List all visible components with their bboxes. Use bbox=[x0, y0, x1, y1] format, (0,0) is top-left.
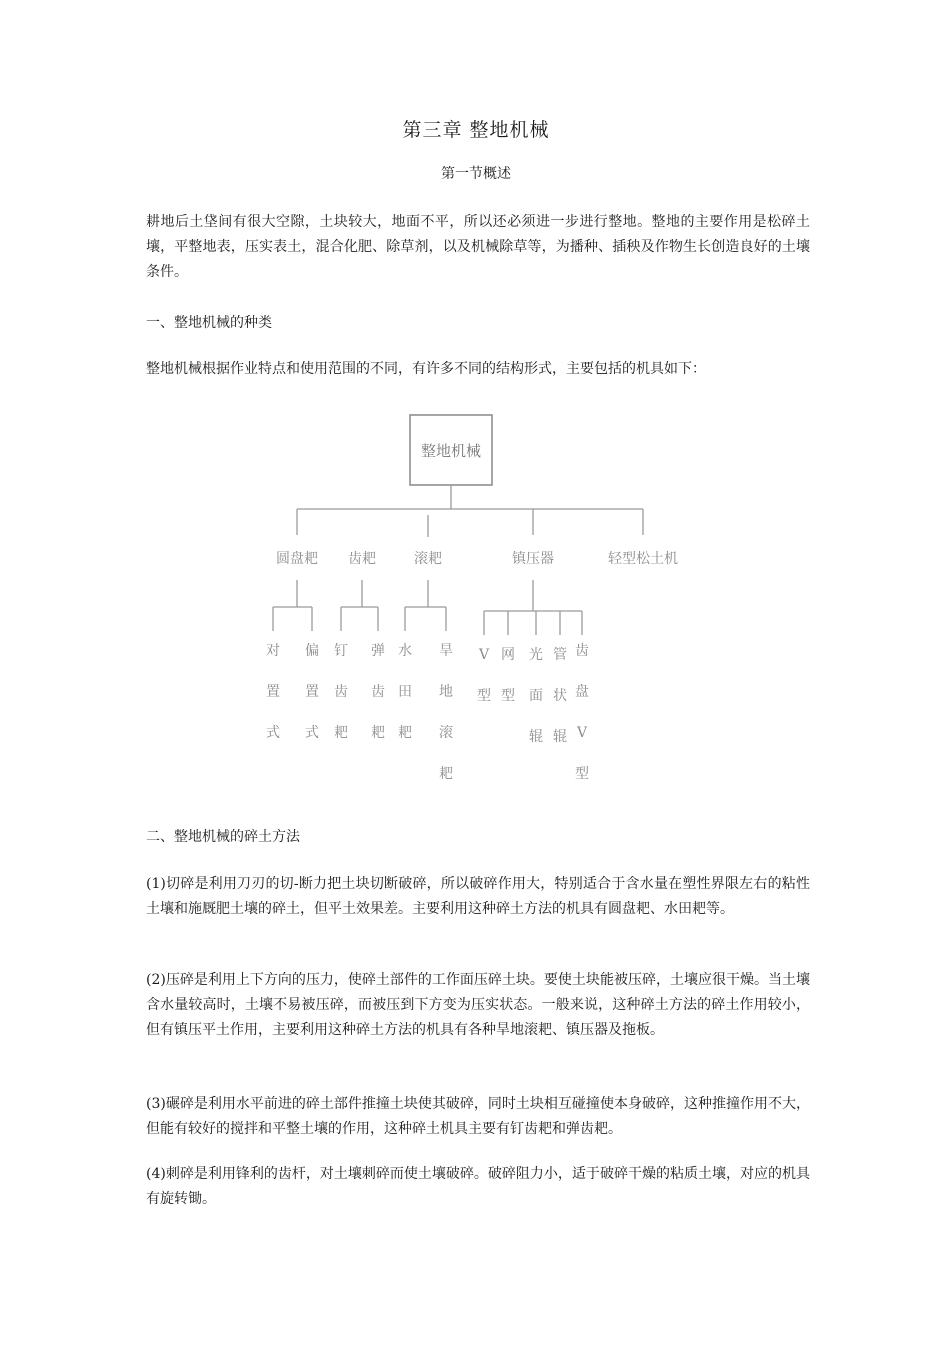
tree-diagram-svg bbox=[240, 405, 700, 800]
tree-leaf-dryland-roller-harrow: 旱地滚耙 bbox=[439, 643, 453, 782]
tree-leaf-paddy-harrow: 水田耙 bbox=[398, 643, 412, 741]
heading-methods: 二、整地机械的碎土方法 bbox=[146, 829, 300, 845]
types-intro-paragraph: 整地机械根据作业特点和使用范围的不同，有许多不同的结构形式，主要包括的机具如下： bbox=[146, 361, 706, 377]
tree-leaf-v-type: V 型 bbox=[477, 647, 491, 704]
chapter-title: 第三章 整地机械 bbox=[402, 119, 550, 141]
method-paragraph-piercing: (4)刺碎是利用锋利的齿杆，对土壤刺碎而使土壤破碎。破碎阻力小，适于破碎干燥的粘质土壤，对应的机具有旋转锄。 bbox=[146, 1166, 810, 1207]
method-paragraph-crushing: (3)碾碎是利用水平前进的碎土部件推撞土块使其破碎，同时土块相互碰撞使本身破碎，这种推撞作用不大，但能有较好的搅拌和平整土壤的作用，这种碎土机具主要有钉齿耙和弹齿耙。 bbox=[146, 1096, 810, 1137]
section-title: 第一节概述 bbox=[441, 166, 511, 182]
tree-branch-disc-harrow: 圆盘耙 bbox=[276, 551, 318, 567]
tree-branch-roller-compactor: 镇压器 bbox=[512, 551, 554, 567]
tree-leaf-smooth-roller: 光面辊 bbox=[529, 647, 543, 745]
intro-paragraph: 耕地后土垡间有很大空隙，土块较大，地面不平，所以还必须进一步进行整地。整地的主要作用是松碎土壤，平整地表，压实表土，混合化肥、除草剂，以及机械除草等，为播种、插秧及作物生长创造良好的土壤条件。 bbox=[146, 214, 810, 280]
tree-root-label: 整地机械 bbox=[420, 442, 482, 460]
tree-leaf-spring-tooth-harrow: 弹齿耙 bbox=[371, 643, 385, 741]
tree-leaf-toothed-disc-v-type: 齿盘 V 型 bbox=[575, 643, 589, 782]
machinery-classification-diagram bbox=[240, 405, 700, 800]
method-paragraph-cutting: (1)切碎是利用刀刃的切-断力把土块切断破碎，所以破碎作用大，特别适合于含水量在塑性界限左右的粘性土壤和施厩肥土壤的碎土，但平土效果差。主要利用这种碎土方法的机具有圆盘耙、水田耙等。 bbox=[146, 876, 810, 917]
tree-leaf-offset-type: 偏置式 bbox=[305, 643, 319, 741]
tree-leaf-mesh-type: 网型 bbox=[501, 647, 515, 704]
tree-leaf-tubular-roller: 管状辊 bbox=[553, 647, 567, 745]
tree-leaf-spike-tooth-harrow: 钉齿耙 bbox=[334, 643, 348, 741]
tree-branch-roller-harrow: 滚耙 bbox=[414, 551, 442, 567]
tree-branch-tooth-harrow: 齿耙 bbox=[348, 551, 376, 567]
tree-leaf-opposed-type: 对置式 bbox=[266, 643, 280, 741]
tree-branch-light-cultivator: 轻型松土机 bbox=[608, 551, 678, 567]
method-paragraph-pressing: (2)压碎是利用上下方向的压力，使碎土部件的工作面压碎土块。要使土块能被压碎，土壤应很干燥。当土壤含水量较高时，土壤不易被压碎，而被压到下方变为压实状态。一般来说，这种碎土方法的碎土作用较小，但有镇压平土作用，主要利用这种碎土方法的机具有各种旱地滚耙、镇压器及拖板。 bbox=[146, 972, 810, 1038]
heading-types: 一、整地机械的种类 bbox=[146, 315, 272, 331]
